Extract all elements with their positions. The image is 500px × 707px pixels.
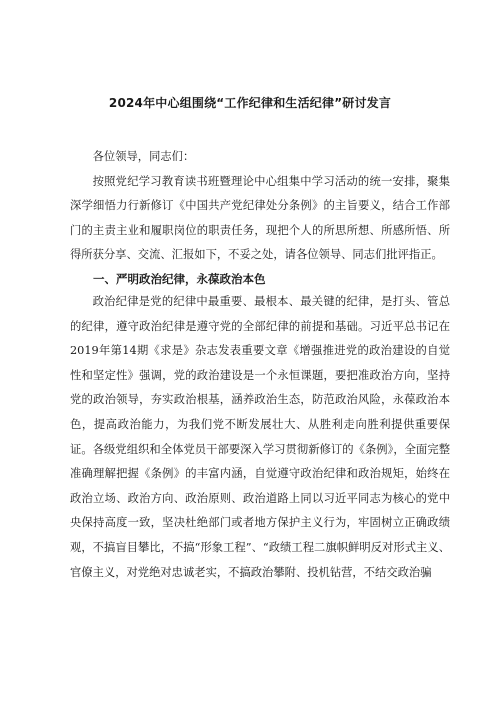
intro-paragraph: 按照党纪学习教育读书班暨理论中心组集中学习活动的统一安排，聚集深学细悟力行新修订《中国共产党纪律处分条例》的主旨要义，结合工作部门的主责主业和履职岗位的职责任务，现把个人的所思所想、所感所悟、所得所获分享、交流、汇报如下，不妥之处，请各位领导、同志们批评指正。 — [70, 174, 450, 262]
salutation: 各位领导，同志们： — [92, 150, 195, 163]
document-title: 2024年中心组围绕“工作纪律和生活纪律”研讨发言 — [108, 96, 392, 110]
section-paragraph: 政治纪律是党的纪律中最重要、最根本、最关键的纪律，是打头、管总的纪律，遵守政治纪律是遵守党的全部纪律的前提和基础。习近平总书记在2019年第14期《求是》杂志发表重要文章《增强推进党的政治建设的自觉性和坚定性》强调，党的政治建设是一个永恒课题，要把准政治方向，坚持党的政治领导，夯实政治根基，涵养政治生态，防范政治风险，永葆政治本色，提高政治能力，为我们党不断发展壮大、从胜利走向胜利提供重要保证。各级党组织和全体党员干部要深入学习贯彻新修订的《条例》，全面完整准确理解把握《条例》的丰富内涵，自觉遵守政治纪律和政治规矩，始终在政治立场、政治方向、政治原则、政治道路上同以习近平同志为核心的党中央保持高度一致，坚决杜绝部门或者地方保护主义行为，牢固树立正确政绩观，不搞盲目攀比，不搞“形象工程”、“政绩工程二旗帜鲜明反对形式主义、官僚主义，对党绝对忠诚老实，不搞政治攀附、投机钻营，不结交政治骗 — [70, 294, 450, 579]
section-heading: 一、严明政治纪律，永葆政治本色 — [93, 271, 266, 286]
document-body — [70, 145, 450, 585]
